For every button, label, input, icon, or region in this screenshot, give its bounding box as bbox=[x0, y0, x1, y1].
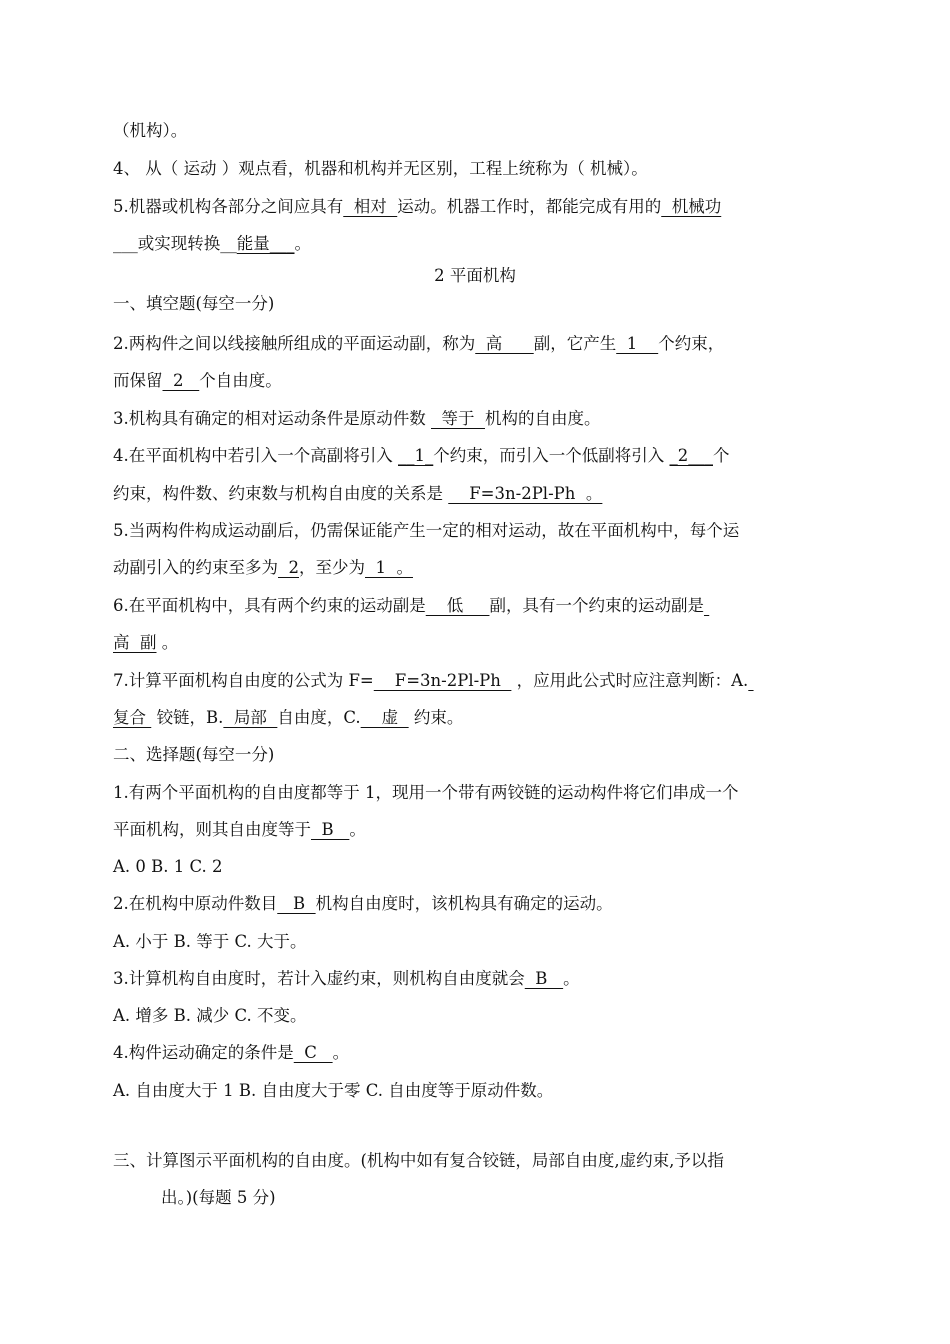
text-line bbox=[113, 120, 187, 142]
text-line bbox=[113, 557, 413, 579]
answer-blank: 高 bbox=[475, 334, 534, 353]
text-line bbox=[113, 782, 739, 804]
text-line bbox=[113, 968, 580, 990]
text-segment: 。 bbox=[332, 1043, 350, 1062]
text-segment: 。 bbox=[294, 234, 311, 253]
text-segment: 个自由度。 bbox=[199, 371, 282, 390]
text-line bbox=[113, 595, 709, 617]
text-segment: 。 bbox=[156, 633, 179, 652]
answer-blank: B bbox=[524, 969, 564, 988]
text-segment: 3.计算机构自由度时，若计入虚约束，则机构自由度就会 bbox=[113, 969, 525, 988]
text-segment: A. 增多 B. 减少 C. 不变。 bbox=[113, 1006, 307, 1025]
text-line bbox=[113, 632, 178, 654]
text-line bbox=[113, 819, 366, 841]
text-segment: 4.在平面机构中若引入一个高副将引入 bbox=[113, 446, 398, 465]
text-line bbox=[113, 158, 648, 180]
text-segment: 个约束，而引入一个低副将引入 bbox=[433, 446, 670, 465]
text-segment: 1.有两个平面机构的自由度都等于 1，现用一个带有两铰链的运动构件将它们串成一个 bbox=[113, 783, 739, 802]
text-line bbox=[113, 293, 274, 315]
text-segment: 运动。机器工作时，都能完成有用的 bbox=[397, 197, 662, 216]
answer-blank bbox=[704, 596, 709, 615]
answer-blank: 虚 bbox=[360, 708, 409, 727]
text-segment: 约束，构件数、约束数与机构自由度的关系是 bbox=[113, 484, 449, 503]
text-line bbox=[113, 408, 600, 430]
answer-blank: __1_ bbox=[398, 446, 434, 465]
text-segment: 5.机器或机构各部分之间应具有 bbox=[113, 197, 344, 216]
text-line bbox=[113, 670, 754, 692]
text-segment: 约束。 bbox=[408, 708, 464, 727]
text-line bbox=[113, 333, 724, 355]
text-segment: 铰链，B. bbox=[151, 708, 224, 727]
text-line bbox=[113, 707, 463, 729]
answer-blank: 机械功 bbox=[661, 197, 722, 216]
text-line bbox=[113, 445, 730, 467]
answer-blank: 相对 bbox=[343, 197, 398, 216]
text-segment: 个约束， bbox=[658, 334, 725, 353]
answer-blank: 等于 bbox=[431, 409, 485, 428]
text-segment: 出。)(每题 5 分) bbox=[161, 1188, 276, 1207]
text-segment: 三、计算图示平面机构的自由度。(机构中如有复合铰链，局部自由度,虚约束,予以指 bbox=[113, 1151, 724, 1170]
answer-blank: 低 bbox=[425, 596, 490, 615]
text-segment: 5.当两构件构成运动副后，仍需保证能产生一定的相对运动，故在平面机构中，每个运 bbox=[113, 521, 740, 540]
text-segment: ___或实现转换__ bbox=[113, 234, 237, 253]
answer-blank: B bbox=[277, 894, 316, 913]
answer-blank: 1 。 bbox=[365, 558, 413, 577]
answer-blank: _2___ bbox=[669, 446, 713, 465]
text-line bbox=[113, 370, 282, 392]
text-segment: （机构）。 bbox=[113, 121, 188, 140]
text-segment: 2.两构件之间以线接触所组成的平面运动副，称为 bbox=[113, 334, 476, 353]
text-line bbox=[113, 196, 721, 218]
answer-blank: C bbox=[293, 1043, 333, 1062]
text-line bbox=[113, 931, 307, 953]
answer-blank: 1 bbox=[616, 334, 659, 353]
text-segment: 。 bbox=[563, 969, 580, 988]
text-segment: 6.在平面机构中，具有两个约束的运动副是 bbox=[113, 596, 426, 615]
text-segment: 3.机构具有确定的相对运动条件是原动件数 bbox=[113, 409, 431, 428]
text-segment: 自由度，C. bbox=[277, 708, 361, 727]
answer-blank: 能量___ bbox=[236, 234, 295, 253]
text-line bbox=[113, 520, 739, 542]
text-segment: 副，它产生 bbox=[533, 334, 617, 353]
text-segment: A. 自由度大于 1 B. 自由度大于零 C. 自由度等于原动件数。 bbox=[113, 1081, 554, 1100]
text-line bbox=[113, 856, 223, 878]
text-segment: 。 bbox=[349, 820, 366, 839]
text-segment: 2.在机构中原动件数目 bbox=[113, 894, 278, 913]
text-line bbox=[113, 483, 602, 505]
text-segment: ，至少为 bbox=[299, 558, 365, 577]
text-segment: 4.构件运动确定的条件是 bbox=[113, 1043, 294, 1062]
section-title: 2 平面机构 bbox=[434, 266, 516, 285]
answer-blank: F=3n-2Pl-Ph bbox=[373, 671, 512, 690]
text-segment: 机构自由度时，该机构具有确定的运动。 bbox=[315, 894, 613, 913]
text-segment: A. 小于 B. 等于 C. 大于。 bbox=[113, 932, 307, 951]
answer-blank bbox=[748, 671, 753, 690]
text-segment: 一、填空题(每空一分) bbox=[113, 294, 275, 313]
text-line bbox=[113, 1080, 553, 1102]
answer-blank: 2 bbox=[278, 558, 299, 577]
text-segment: 而保留 bbox=[113, 371, 163, 390]
text-segment: 副，具有一个约束的运动副是 bbox=[489, 596, 704, 615]
text-line bbox=[113, 1150, 724, 1172]
answer-blank: 高 副 bbox=[113, 633, 157, 652]
text-line bbox=[113, 744, 274, 766]
text-line bbox=[161, 1187, 276, 1209]
answer-blank: F=3n-2Pl-Ph 。 bbox=[448, 484, 603, 503]
text-line bbox=[113, 893, 613, 915]
answer-blank: 复合 bbox=[113, 708, 152, 727]
text-segment: 个 bbox=[713, 446, 730, 465]
text-segment: 7.计算平面机构自由度的公式为 F= bbox=[113, 671, 374, 690]
text-segment: A. 0 B. 1 C. 2 bbox=[113, 857, 223, 876]
answer-blank: 2 bbox=[162, 371, 200, 390]
answer-blank: 局部 bbox=[223, 708, 278, 727]
text-segment: 平面机构，则其自由度等于 bbox=[113, 820, 311, 839]
text-segment: 动副引入的约束至多为 bbox=[113, 558, 278, 577]
answer-blank: B bbox=[311, 820, 350, 839]
text-line bbox=[113, 233, 311, 255]
text-segment: 二、选择题(每空一分) bbox=[113, 745, 275, 764]
text-line bbox=[113, 1042, 349, 1064]
text-segment: ，应用此公式时应注意判断：A. bbox=[511, 671, 749, 690]
text-segment: 4、 从（ 运动 ）观点看，机器和机构并无区别，工程上统称为（ 机械）。 bbox=[113, 159, 648, 178]
text-segment: 机构的自由度。 bbox=[484, 409, 601, 428]
text-line bbox=[113, 1005, 307, 1027]
